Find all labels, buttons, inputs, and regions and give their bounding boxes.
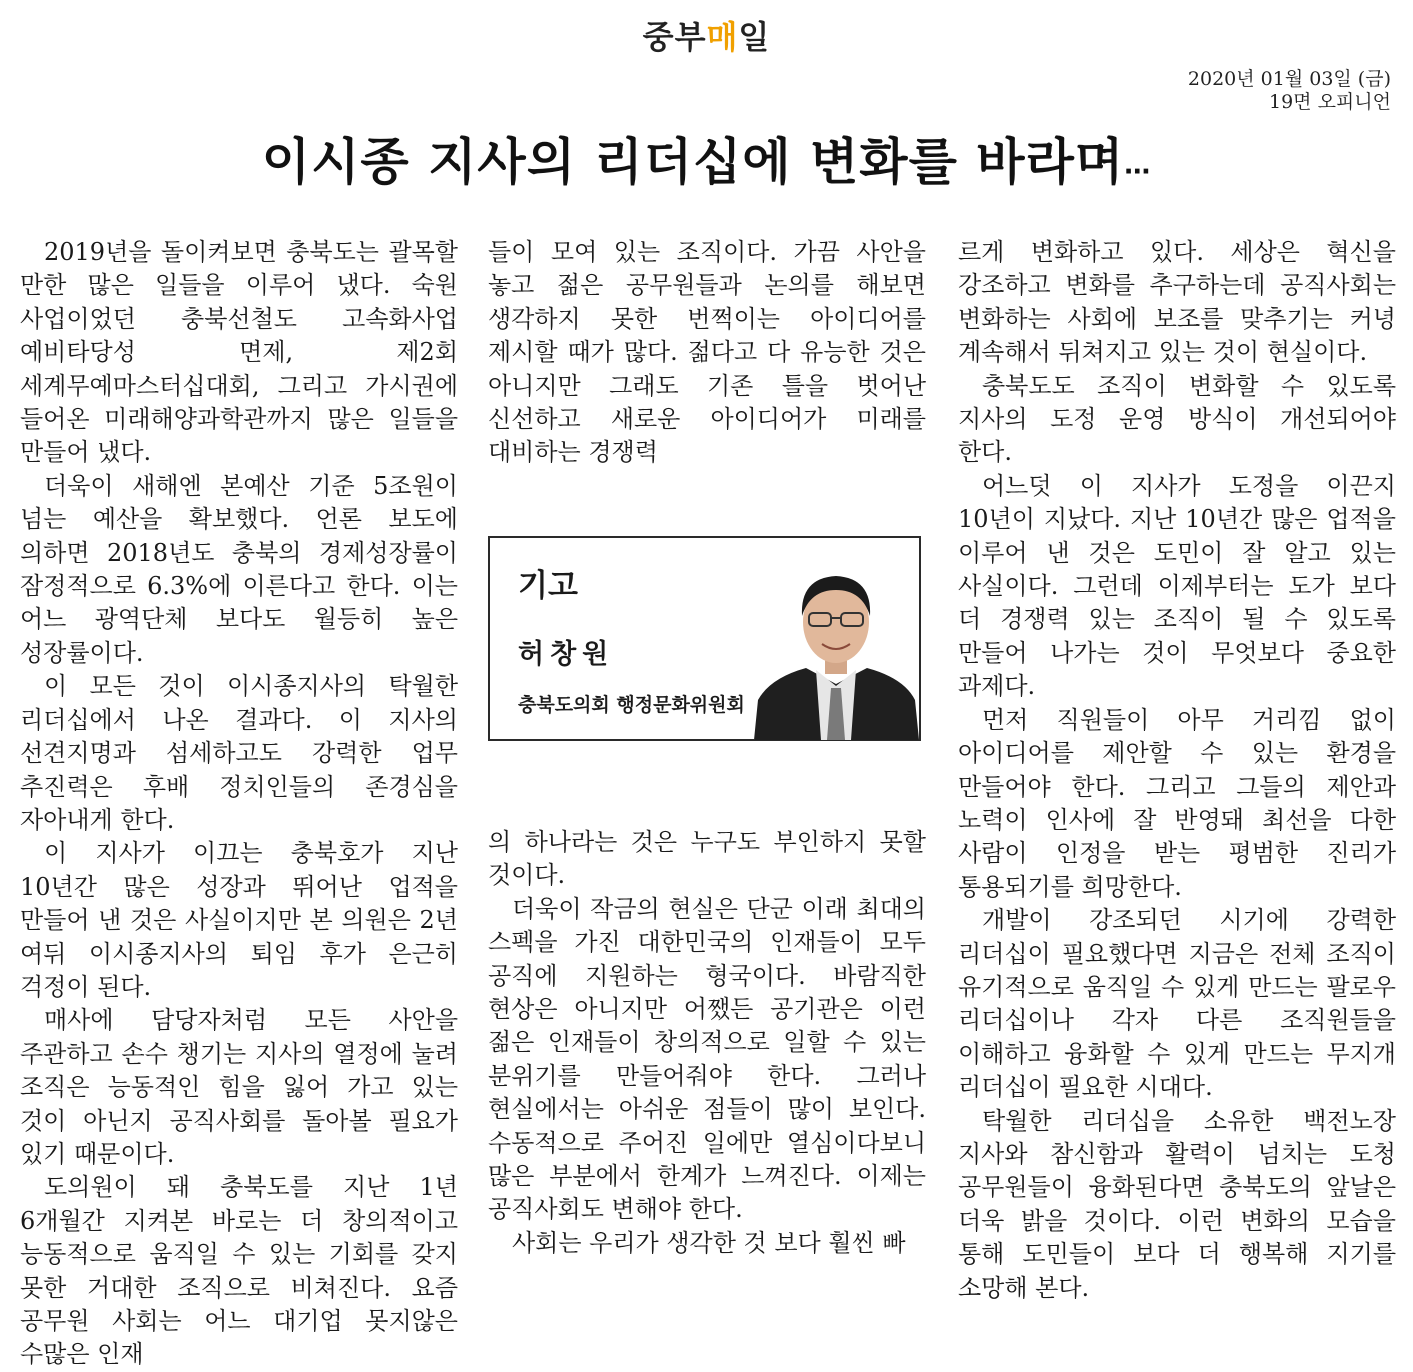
dateline (1188, 68, 1391, 114)
headline-ellipsis: … (1124, 150, 1152, 181)
column-3 (958, 236, 1396, 1305)
paragraph: 더욱이 작금의 현실은 단군 이래 최대의 스펙을 가진 대한민국의 인재들이 모두 공직에 지원하는 형국이다. 바람직한 현상은 아니지만 어쨌든 공기관은 이런 젊은 인재들이 창의적으로 일할 수 있는 분위기를 만들어줘야 한다. 그러나 현실에서는 아쉬운 점들이 많이 보인다. 수동적으로 주어진 일에만 열심이다보니 많은 부분에서 한계가 느껴진다. 이제는 공직사회도 변해야 한다. (488, 894, 926, 1224)
paragraph: 이 지사가 이끄는 충북호가 지난 10년간 많은 성장과 뛰어난 업적을 만들어 낸 것은 사실이지만 본 의원은 2년 여뒤 이시종지사의 퇴임 후가 은근히 걱정이 된다. (20, 839, 458, 1001)
newspaper-logo (0, 12, 1413, 58)
paragraph: 개발이 강조되던 시기에 강력한 리더십이 필요했다면 지금은 전체 조직이 유기적으로 움직일 수 있게 만드는 팔로우 리더십이나 각자 다른 조직원들을 이해하고 융화할 수 있게 만드는 무지개 리더십이 필요한 시대다. (958, 906, 1396, 1102)
paragraph: 어느덧 이 지사가 도정을 이끈지 10년이 지났다. 지난 10년간 많은 업적을 이루어 낸 것은 도민이 잘 알고 있는 사실이다. 그런데 이제부터는 도가 보다 더 경쟁력 있는 조직이 될 수 있도록 만들어 나가는 것이 무엇보다 중요한 과제다. (958, 471, 1396, 701)
column-1 (20, 236, 458, 1372)
logo-main: 중부 (642, 18, 707, 56)
author-affiliation: 충북도의회 행정문화위원회 (518, 694, 745, 716)
author-photo (754, 550, 919, 740)
paragraph: 이 모든 것이 이시종지사의 탁월한 리더십에서 나온 결과다. 이 지사의 선견지명과 섬세하고도 강력한 업무 추진력은 후배 정치인들의 존경심을 자아내게 한다. (20, 672, 458, 834)
paragraph: 탁월한 리더십을 소유한 백전노장 지사와 참신함과 활력이 넘치는 도청 공무원들이 융화된다면 충북도의 앞날은 더욱 밝을 것이다. 이런 변화의 모습을 통해 도민들이 보다 더 행복해 지기를 소망해 본다. (958, 1106, 1396, 1302)
paragraph: 2019년을 돌이켜보면 충북도는 괄목할 만한 많은 일들을 이루어 냈다. 숙원 사업이었던 충북선철도 고속화사업 예비타당성 면제, 제2회 세계무예마스터십대회, 그리고 가시권에 들어온 미래해양과학관까지 많은 일들을 만들어 냈다. (20, 238, 458, 467)
paragraph: 충북도도 조직이 변화할 수 있도록 지사의 도정 운영 방식이 개선되어야 한다. (958, 371, 1396, 467)
paragraph: 도의원이 돼 충북도를 지난 1년 6개월간 지켜본 바로는 더 창의적이고 능동적으로 움직일 수 있는 기회를 갖지 못한 거대한 조직으로 비쳐진다. 요즘 공무원 사회는 어느 대기업 못지않은 수많은 인재 (20, 1173, 458, 1369)
publish-date: 2020년 01월 03일 (금) (1187, 68, 1391, 90)
contributor-box (488, 536, 921, 741)
author-name: 허창원 (518, 639, 615, 670)
paragraph: 의 하나라는 것은 누구도 부인하지 못할 것이다. (488, 828, 926, 890)
paragraph: 매사에 담당자처럼 모든 사안을 주관하고 손수 챙기는 지사의 열정에 눌려 조직은 능동적인 힘을 잃어 가고 있는 것이 아닌지 공직사회를 돌아볼 필요가 있기 때문이다. (20, 1006, 458, 1168)
column-2-top (488, 236, 926, 470)
page-section: 19면 오피니언 (1269, 91, 1391, 113)
article-headline (0, 122, 1413, 194)
logo-end: 일 (738, 18, 771, 56)
logo-accent: 매 (706, 18, 739, 56)
paragraph: 더욱이 새해엔 본예산 기준 5조원이 넘는 예산을 확보했다. 언론 보도에 의하면 2018년도 충북의 경제성장률이 잠정적으로 6.3%에 이른다고 한다. 이는 어느 광역단체 보다도 월등히 높은 성장률이다. (20, 471, 458, 667)
paragraph: 들이 모여 있는 조직이다. 가끔 사안을 놓고 젊은 공무원들과 논의를 해보면 생각하지 못한 번쩍이는 아이디어를 제시할 때가 많다. 젊다고 다 유능한 것은 아니지만 그래도 기존 틀을 벗어난 신선하고 새로운 아이디어가 미래를 대비하는 경쟁력 (488, 238, 926, 467)
paragraph: 르게 변화하고 있다. 세상은 혁신을 강조하고 변화를 추구하는데 공직사회는 변화하는 사회에 보조를 맞추기는 커녕 계속해서 뒤쳐지고 있는 것이 현실이다. (958, 238, 1396, 367)
section-label: 기고 (518, 568, 578, 604)
column-2-bottom (488, 826, 926, 1260)
paragraph: 먼저 직원들이 아무 거리낌 없이 아이디어를 제안할 수 있는 환경을 만들어야 한다. 그리고 그들의 제안과 노력이 인사에 잘 반영돼 최선을 다한 사람이 인정을 받는 평범한 진리가 통용되기를 희망한다. (958, 705, 1396, 901)
paragraph: 사회는 우리가 생각한 것 보다 훨씬 빠 (512, 1228, 906, 1257)
headline-text: 이시종 지사의 리더십에 변화를 바라며 (261, 133, 1125, 191)
